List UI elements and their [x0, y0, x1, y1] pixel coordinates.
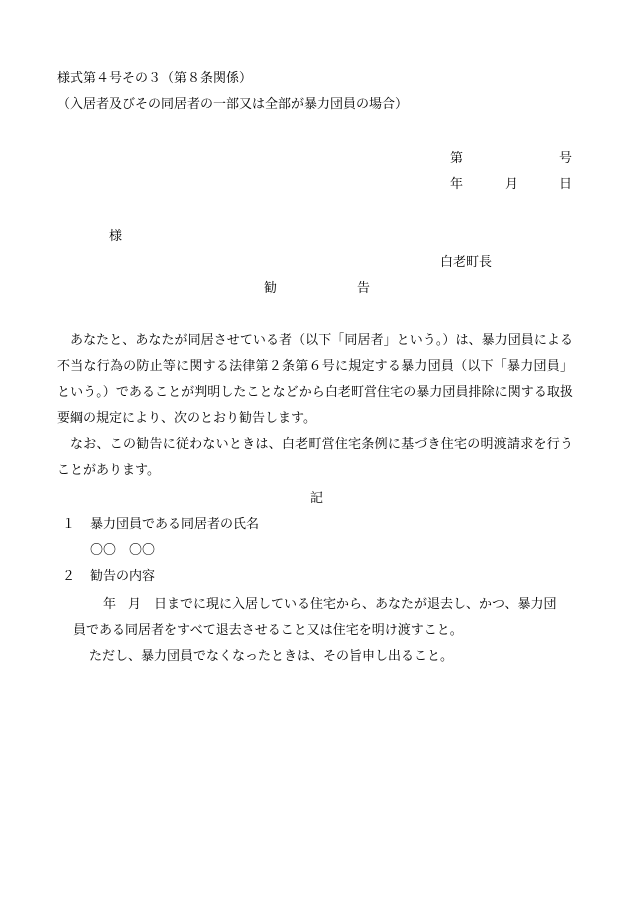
date-year: 年: [450, 177, 464, 192]
item-1-title: 暴力団員である同居者の氏名: [90, 517, 260, 532]
document-title-char2: 告: [357, 281, 371, 296]
item-1-content: 〇〇 〇〇: [90, 543, 156, 558]
addressee-honorific: 様: [109, 229, 123, 244]
reference-number-prefix: 第: [450, 151, 464, 166]
date-month: 月: [505, 177, 519, 192]
form-number: 様式第４号その３（第８条関係）: [57, 71, 253, 86]
reference-number-suffix: 号: [559, 151, 573, 166]
item-2-proviso: ただし、暴力団員でなくなったときは、その旨申し出ること。: [89, 649, 454, 664]
document-title-char1: 勧: [264, 281, 278, 296]
item-2-content-line1: 日までに現に入居している住宅から、あなたが退去し、かつ、暴力団: [154, 597, 557, 612]
item-2-date-month: 月: [128, 597, 142, 612]
item-1-number: １: [62, 517, 76, 532]
item-2-content-line2: 員である同居者をすべて退去させること又は住宅を明け渡すこと。: [73, 623, 463, 638]
body-paragraph-2: なお、この勧告に従わないときは、白老町営住宅条例に基づき住宅の明渡請求を行うことがあります。: [57, 437, 573, 478]
record-heading: 記: [310, 491, 324, 506]
item-2-date-year: 年: [103, 597, 117, 612]
date-day: 日: [559, 177, 573, 192]
item-2-number: ２: [62, 569, 76, 584]
sender-title: 白老町長: [440, 255, 493, 270]
body-paragraph-1: あなたと、あなたが同居させている者（以下「同居者」という。）は、暴力団員による不当な行為の防止等に関する法律第２条第６号に規定する暴力団員（以下「暴力団員」という。）であることが判明したことなどから白老町営住宅の暴力団員排除に関する取扱要綱の規定により、次のとおり勧告します。: [57, 333, 573, 426]
form-subtitle: （入居者及びその同居者の一部又は全部が暴力団員の場合）: [57, 97, 409, 112]
item-2-title: 勧告の内容: [90, 569, 156, 584]
